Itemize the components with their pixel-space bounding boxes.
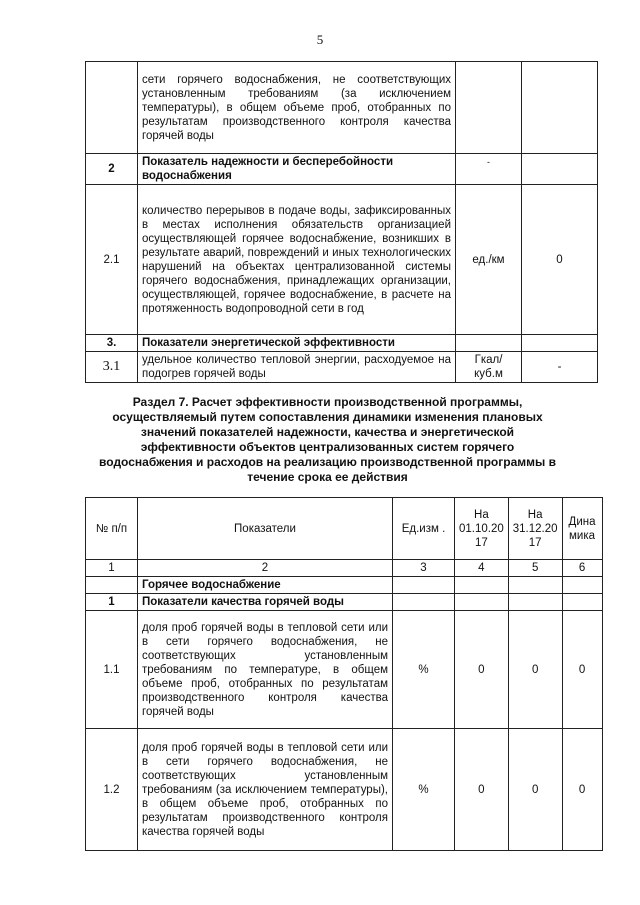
cell-num: 2.1 xyxy=(86,185,138,335)
cell-num: 1.1 xyxy=(86,611,138,729)
cell-unit: ед./км xyxy=(456,185,522,335)
cell-unit: % xyxy=(393,729,455,851)
cell-value xyxy=(522,62,598,154)
cell-v5: 0 xyxy=(508,729,562,851)
cell-v6: 0 xyxy=(562,611,602,729)
cell-num: 1.2 xyxy=(86,729,138,851)
cell-num: 2 xyxy=(86,154,138,185)
table-indicators-continued xyxy=(85,61,598,383)
table-row xyxy=(86,352,598,383)
col-number: 2 xyxy=(138,560,393,577)
cell-num xyxy=(86,62,138,154)
col-number: 3 xyxy=(393,560,455,577)
cell-v5 xyxy=(508,594,562,611)
table-row xyxy=(86,185,598,335)
table-efficiency xyxy=(85,497,603,851)
cell-text: доля проб горячей воды в тепловой сети или в сети горячего водоснабжения, не соответствующих установленным требованиям (за исключением температуры), в общем объеме проб, отобранных по результатам производственного контроля качества горячей воды xyxy=(138,729,393,851)
col-number: 1 xyxy=(86,560,138,577)
table-row xyxy=(86,594,603,611)
cell-v6: 0 xyxy=(562,729,602,851)
header-col5: На 31.12.20 17 xyxy=(508,498,562,560)
cell-unit xyxy=(393,594,455,611)
table-row xyxy=(86,335,598,352)
table-row xyxy=(86,577,603,594)
cell-unit: Гкал/ куб.м xyxy=(456,352,522,383)
header-unit: Ед.изм . xyxy=(393,498,455,560)
page-number: 5 xyxy=(316,32,324,47)
header-col4: На 01.10.20 17 xyxy=(455,498,509,560)
cell-value: 0 xyxy=(522,185,598,335)
cell-v4 xyxy=(455,594,509,611)
cell-v6 xyxy=(562,594,602,611)
col-number: 6 xyxy=(562,560,602,577)
header-name: Показатели xyxy=(138,498,393,560)
table-row xyxy=(86,62,598,154)
cell-v5 xyxy=(508,577,562,594)
cell-value xyxy=(522,154,598,185)
cell-unit: % xyxy=(393,611,455,729)
cell-text: Показатель надежности и бесперебойности водоснабжения xyxy=(138,154,456,185)
col-number: 4 xyxy=(455,560,509,577)
cell-unit xyxy=(456,62,522,154)
cell-v5: 0 xyxy=(508,611,562,729)
cell-unit xyxy=(456,335,522,352)
section-title: Раздел 7. Расчет эффективности производственной программы, осуществляемый путем сопоставления динамики изменения плановых значений показателей надежности, качества и энергетической эффективности объектов централизованных систем горячего водоснабжения и расходов на реализацию производственной программы в течение срока ее действия xyxy=(99,395,556,484)
table-header-row xyxy=(86,498,603,560)
cell-v4: 0 xyxy=(455,729,509,851)
cell-mark: - xyxy=(456,154,522,185)
cell-text: Показатели энергетической эффективности xyxy=(138,335,456,352)
cell-text: количество перерывов в подаче воды, зафиксированных в местах исполнения обязательств организацией осуществляющей горячее водоснабжение, возникших в результате аварий, повреждений и иных технологических нарушений на объектах централизованной системы горячего водоснабжения, принадлежащих организации, осуществляющей, горячее водоснабжение, в расчете на протяженность водопроводной сети в год xyxy=(138,185,456,335)
header-num: № п/п xyxy=(86,498,138,560)
cell-value xyxy=(522,335,598,352)
col-number: 5 xyxy=(508,560,562,577)
cell-v4: 0 xyxy=(455,611,509,729)
cell-num xyxy=(86,577,138,594)
cell-text: сети горячего водоснабжения, не соответствующих установленным требованиям (за исключением температуры), в общем объеме проб, отобранных по результатам производственного контроля качества горячей воды xyxy=(138,62,456,154)
cell-text: удельное количество тепловой энергии, расходуемое на подогрев горячей воды xyxy=(138,352,456,383)
cell-num: 1 xyxy=(86,594,138,611)
cell-value: - xyxy=(522,352,598,383)
cell-v6 xyxy=(562,577,602,594)
group-title: Горячее водоснабжение xyxy=(138,577,393,594)
cell-num: 3.1 xyxy=(86,352,138,383)
table-row xyxy=(86,154,598,185)
header-col6: Дина мика xyxy=(562,498,602,560)
cell-v4 xyxy=(455,577,509,594)
column-number-row xyxy=(86,560,603,577)
table-row xyxy=(86,611,603,729)
cell-text: Показатели качества горячей воды xyxy=(138,594,393,611)
table-row xyxy=(86,729,603,851)
cell-unit xyxy=(393,577,455,594)
cell-text: доля проб горячей воды в тепловой сети или в сети горячего водоснабжения, не соответствующих установленным требованиям по температуре, в общем объеме проб, отобранных по результатам производственного контроля качества горячей воды xyxy=(138,611,393,729)
cell-num: 3. xyxy=(86,335,138,352)
